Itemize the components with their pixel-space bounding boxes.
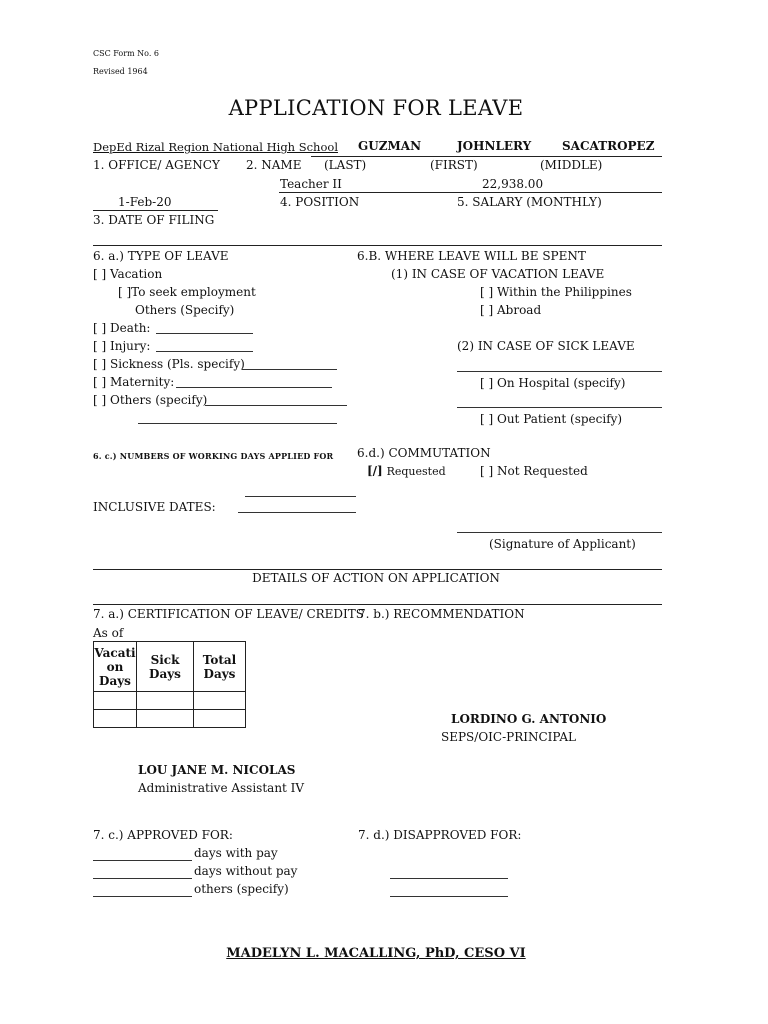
credit-cell[interactable]: [137, 692, 194, 710]
days-with-pay-label: days with pay: [194, 846, 278, 860]
vacation-checkbox[interactable]: [ ] Vacation: [93, 267, 163, 281]
first-label: (FIRST): [430, 158, 478, 172]
others-approved-label: others (specify): [194, 882, 289, 896]
middle-label: (MIDDLE): [540, 158, 603, 172]
seek-employment-checkbox[interactable]: [ ]To seek employment: [118, 285, 256, 299]
revision-note: Revised 1964: [93, 67, 148, 76]
page-title: APPLICATION FOR LEAVE: [228, 96, 524, 120]
form-number: CSC Form No. 6: [93, 49, 159, 58]
requested-checkbox[interactable]: [367, 464, 446, 479]
applicant-signature-label: (Signature of Applicant): [489, 537, 636, 551]
credit-cell[interactable]: [194, 710, 246, 728]
certifier-title: Administrative Assistant IV: [138, 781, 305, 795]
days-with-pay-line: [93, 860, 192, 861]
sick-case-label: (2) IN CASE OF SICK LEAVE: [457, 339, 635, 353]
out-patient-checkbox[interactable]: [ ] Out Patient (specify): [480, 412, 623, 426]
working-days-line: [245, 496, 356, 497]
approved-for-heading: 7. c.) APPROVED FOR:: [93, 828, 233, 842]
disapproved-for-heading: 7. d.) DISAPPROVED FOR:: [358, 828, 522, 842]
section-divider-3: [93, 604, 662, 605]
maternity-checkbox[interactable]: [ ] Maternity:: [93, 375, 175, 389]
certification-heading: 7. a.) CERTIFICATION OF LEAVE/ CREDITS: [93, 607, 365, 621]
vacation-days-header: Vacati on Days: [94, 642, 137, 692]
days-without-pay-line: [93, 878, 192, 879]
total-days-header: Total Days: [194, 642, 246, 692]
position-value: Teacher II: [280, 177, 342, 191]
section-divider-2: [93, 569, 662, 570]
last-label: (LAST): [324, 158, 367, 172]
recommendation-heading: 7. b.) RECOMMENDATION: [358, 607, 525, 621]
position-label: 4. POSITION: [280, 195, 360, 209]
days-without-pay-label: days without pay: [194, 864, 298, 878]
where-spent-heading: 6.B. WHERE LEAVE WILL BE SPENT: [357, 249, 586, 263]
requested-mark: [/]: [367, 464, 383, 478]
commutation-heading: 6.d.) COMMUTATION: [357, 446, 491, 460]
not-requested-checkbox[interactable]: [ ] Not Requested: [480, 464, 588, 478]
death-checkbox[interactable]: [ ] Death:: [93, 321, 151, 335]
last-name-value: GUZMAN: [358, 139, 422, 153]
requested-label: Requested: [386, 465, 446, 478]
credit-cell[interactable]: [194, 692, 246, 710]
action-heading: DETAILS OF ACTION ON APPLICATION: [252, 571, 500, 585]
credit-cell[interactable]: [94, 710, 137, 728]
inclusive-dates-line: [238, 512, 356, 513]
type-of-leave-heading: 6. a.) TYPE OF LEAVE: [93, 249, 229, 263]
certifier-name: LOU JANE M. NICOLAS: [138, 763, 296, 777]
first-name-value: JOHNLERY: [457, 139, 532, 153]
vacation-case-label: (1) IN CASE OF VACATION LEAVE: [391, 267, 605, 281]
section-divider-1: [93, 245, 662, 246]
name-underline: [311, 156, 662, 157]
recommender-title: SEPS/OIC-PRINCIPAL: [441, 730, 577, 744]
recommender-name: LORDINO G. ANTONIO: [451, 712, 607, 726]
sick-line-2: [457, 407, 662, 408]
salary-label: 5. SALARY (MONTHLY): [457, 195, 602, 209]
sick-line-1: [457, 371, 662, 372]
abroad-checkbox[interactable]: [ ] Abroad: [480, 303, 542, 317]
injury-line: [156, 351, 253, 352]
inclusive-dates-label: INCLUSIVE DATES:: [93, 500, 216, 514]
others-approved-line: [93, 896, 192, 897]
applicant-signature-line: [457, 532, 662, 533]
sick-days-header: Sick Days: [137, 642, 194, 692]
maternity-line: [176, 387, 332, 388]
date-of-filing-value: 1-Feb-20: [118, 195, 172, 209]
as-of-label: As of: [93, 626, 124, 640]
disapproved-line-2: [390, 896, 508, 897]
name-label: 2. NAME: [246, 158, 302, 172]
working-days-label: 6. c.) NUMBERS OF WORKING DAYS APPLIED FOR: [93, 451, 334, 461]
sickness-checkbox[interactable]: [ ] Sickness (Pls. specify): [93, 357, 245, 371]
injury-checkbox[interactable]: [ ] Injury:: [93, 339, 151, 353]
within-philippines-checkbox[interactable]: [ ] Within the Philippines: [480, 285, 632, 299]
date-underline: [93, 210, 218, 211]
salary-value: 22,938.00: [482, 177, 544, 191]
death-line: [156, 333, 253, 334]
disapproved-line-1: [390, 878, 508, 879]
sickness-line: [242, 369, 337, 370]
others-line: [205, 405, 347, 406]
office-agency-label: 1. OFFICE/ AGENCY: [93, 158, 220, 172]
credit-cell[interactable]: [94, 692, 137, 710]
approver-name: MADELYN L. MACALLING, PhD, CESO VI: [226, 946, 526, 961]
others-checkbox[interactable]: [ ] Others (specify): [93, 393, 208, 407]
others-specify-label: Others (Specify): [135, 303, 235, 317]
credit-cell[interactable]: [137, 710, 194, 728]
others-line-2: [138, 423, 337, 424]
leave-credits-table: [93, 641, 246, 728]
hospital-checkbox[interactable]: [ ] On Hospital (specify): [480, 376, 626, 390]
middle-name-value: SACATROPEZ: [562, 139, 655, 153]
date-of-filing-label: 3. DATE OF FILING: [93, 213, 215, 227]
agency-value: DepEd Rizal Region National High School: [93, 140, 338, 154]
position-salary-underline: [279, 192, 662, 193]
